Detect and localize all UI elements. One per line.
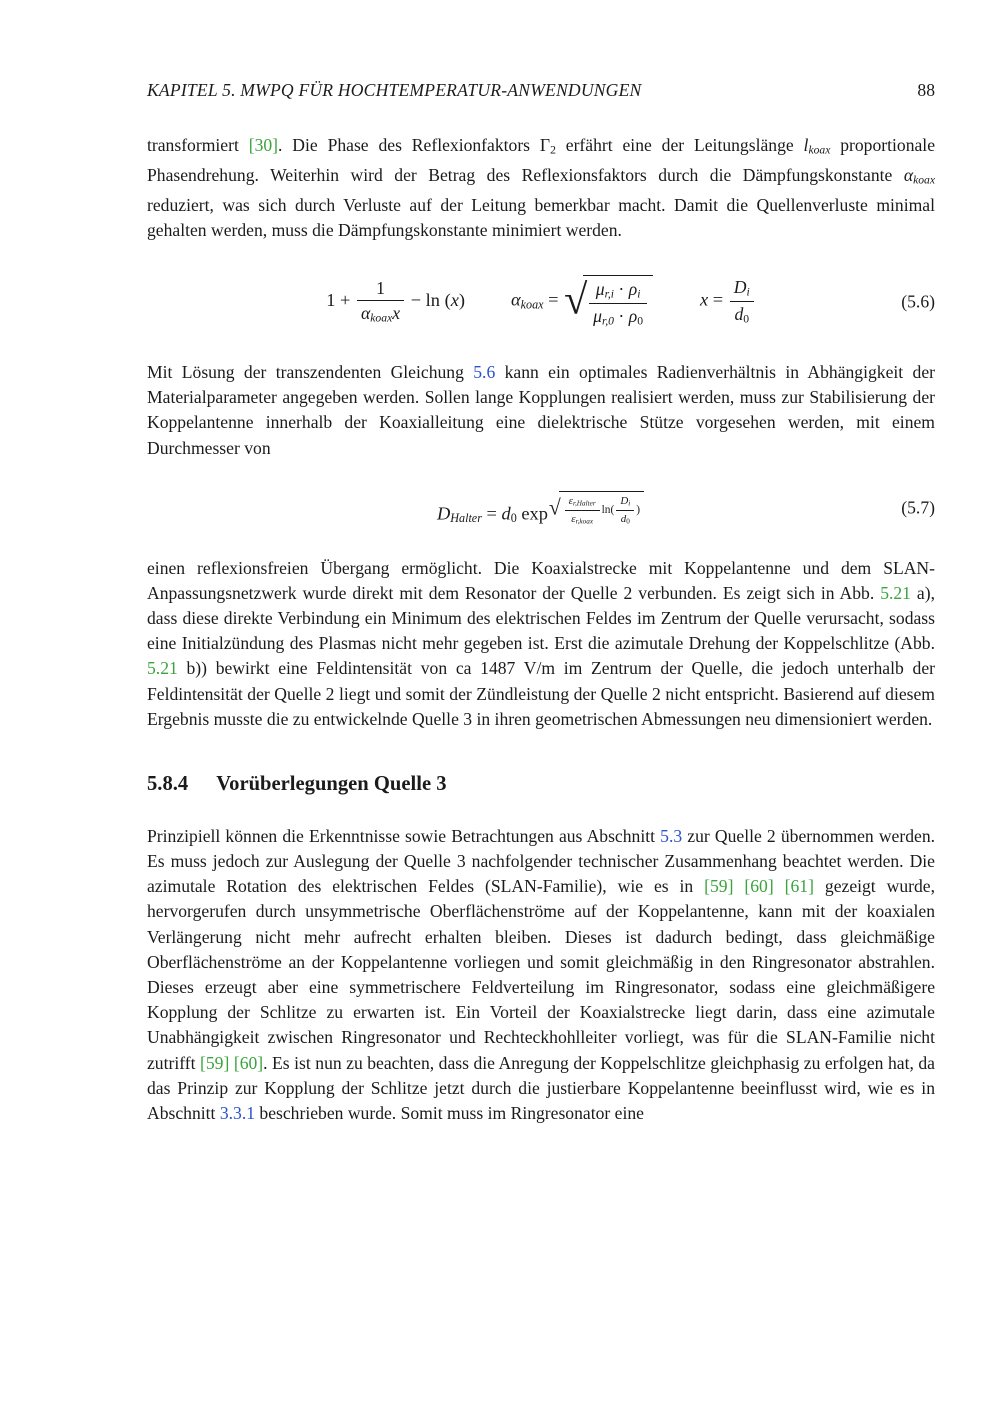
running-header: [147, 78, 935, 103]
equation-number-5-6: (5.6): [901, 291, 935, 312]
figure-ref-link[interactable]: 5.21: [147, 658, 178, 679]
superscript: [548, 491, 645, 526]
eq57-d-halter-expression: DHalter = $d_0$ exp √ $\frac{\text{εr,Halter}}{\text{εr,koax}}$ ln ( $\frac{Di}{d_0}$ ): [437, 491, 645, 526]
fraction: $\frac{\mu r,i \cdot \rho i}{\mu r,0 \cdot \rho_0}$: [589, 279, 647, 328]
subsection-number: 5.8.4: [147, 773, 189, 796]
equation-5-6: [147, 275, 935, 328]
page-number: 88: [917, 80, 935, 100]
running-header-chapter-title: KAPITEL 5. MWPQ FÜR HOCHTEMPERATUR-ANWENDUNGEN: [147, 80, 642, 100]
subsection-title: Vorüberlegungen Quelle 3: [216, 773, 447, 796]
fraction: $\frac{\text{εr,Halter}}{\text{εr,koax}}$: [565, 495, 600, 526]
square-root: √ $\frac{\mu r,i \cdot \rho i}{\mu r,0 \cdot \rho_0}$: [564, 275, 653, 328]
fraction: $\frac{Di}{d_0}$: [616, 495, 634, 526]
eq56-transcendental-term: 1 + $\frac{1}{\text{αkoaxx}}$ − ln (x): [326, 277, 465, 325]
figure-ref-link[interactable]: 5.21: [880, 582, 911, 603]
subsection-heading-5-8-4: [147, 772, 935, 798]
citation-link[interactable]: [60]: [744, 876, 774, 897]
citation-link[interactable]: [60]: [233, 1052, 264, 1073]
eq56-x-definition: x = $\frac{Di}{d_0}$: [700, 277, 756, 326]
equation-number-5-7: (5.7): [901, 497, 935, 518]
section-ref-link[interactable]: 5.6: [473, 362, 496, 383]
paragraph-reflexionsfreier-uebergang: einen reflexionsfreien Übergang ermöglicht. Die Koaxialstrecke mit Koppelantenne und dem SLAN-Anpassungsnetzwerk wurde direkt mit dem Resonator der Quelle 2 verbunden. Es zeigt sich in Abb. 5.21 a), dass diese direkte Verbindung ein Minimum des elektrischen Feldes im Zentrum der Quelle verursacht, sodass eine Initialzündung des Plasmas nicht mehr gegeben ist. Erst die azimutale Drehung der Koppelschlitze (Abb. 5.21 b)) bewirkt eine Feldintensität von ca 1487 V/m im Zentrum der Quelle, die jedoch unterhalb der Feldintensität der Quelle 2 liegt und somit der Zündleistung der Quelle 2 nicht entspricht. Basierend auf diesem Ergebnis musste die zu entwickelnde Quelle 3 in ihren geometrischen Abmessungen neu dimensioniert werden.: [147, 557, 935, 729]
citation-link[interactable]: [59]: [704, 876, 734, 897]
eq56-alpha-koax-definition: αkoax = √ $\frac{\mu r,i \cdot \rho i}{\mu r,0 \cdot \rho_0}$: [511, 275, 654, 328]
citation-link[interactable]: [59]: [200, 1052, 230, 1073]
citation-link[interactable]: [61]: [784, 876, 814, 897]
section-ref-link[interactable]: 3.3.1: [219, 1103, 256, 1123]
paragraph-mit-loesung: Mit Lösung der transzendenten Gleichung 5.6 kann ein optimales Radienverhältnis in Abhängigkeit der Materialparameter angegeben werden. Sollen lange Kopplungen realisiert werden, muss zur Stabilisierung der Koppelantenne innerhalb der Koaxialleitung eine dielektrische Stütze vorgesehen werden, mit einem Durchmesser von: [147, 362, 935, 458]
equation-5-7: [147, 491, 935, 526]
section-ref-link[interactable]: 5.3: [660, 825, 683, 846]
citation-link[interactable]: [30]: [248, 135, 279, 156]
square-root: √ $\frac{\text{εr,Halter}}{\text{εr,koax}}$ ln ( $\frac{Di}{d_0}$ ): [549, 491, 644, 526]
paragraph-transformiert: transformiert [30]. Die Phase des Reflexionfaktors $\Gamma_2$ erfährt eine der Leitungslänge lkoax proportionale Phasendrehung. Weiterhin wird der Betrag des Reflexionsfaktors durch die Dämpfungskonstante αkoax reduziert, was sich durch Verluste auf der Leitung bemerkbar macht. Damit die Quellenverluste minimal gehalten werden, muss die Dämpfungskonstante minimiert werden.: [147, 135, 936, 240]
paragraph-prinzipiell: Prinzipiell können die Erkenntnisse sowie Betrachtungen aus Abschnitt 5.3 zur Quelle 2 übernommen werden. Es muss jedoch zur Auslegung der Quelle 3 nachfolgender technischer Zusammenhang beachtet werden. Die azimutale Rotation des elektrischen Feldes (SLAN-Familie), wie es in [59] [60] [61] gezeigt wurde, hervorgerufen durch unsymmetrische Oberflächenströme auf der Koppelantenne, kann mit der koaxialen Verlängerung nicht mehr aufrecht erhalten bleiben. Dieses ist dadurch bedingt, dass gleichmäßige Oberflächenströme an der Koppelantenne vorliegen und somit gleichmäßig in den Ringresonator abstrahlen. Dieses erzeugt aber eine symmetrischere Feldverteilung im Ringresonator, sodass eine gleichmäßigere Kopplung der Schlitze zu erwarten ist. Ein Vorteil der Koaxialstrecke liegt darin, dass eine azimutale Unabhängigkeit zwischen Ringresonator und Rechteckhohlleiter vorliegt, was für die SLAN-Familie nicht zutrifft [59] [60]. Es ist nun zu beachten, dass die Anregung der Koppelschlitze gleichphasig zu erfolgen hat, da das Prinzip zur Kopplung der Schlitze jetzt durch die justierbare Koppelantenne beeinflusst wird, wie es in Abschnitt 3.3.1 beschrieben wurde. Somit muss im Ringresonator eine: [147, 825, 936, 1123]
fraction: $\frac{Di}{d_0}$: [730, 277, 754, 326]
fraction: $\frac{1}{\text{αkoaxx}}$: [357, 278, 404, 325]
